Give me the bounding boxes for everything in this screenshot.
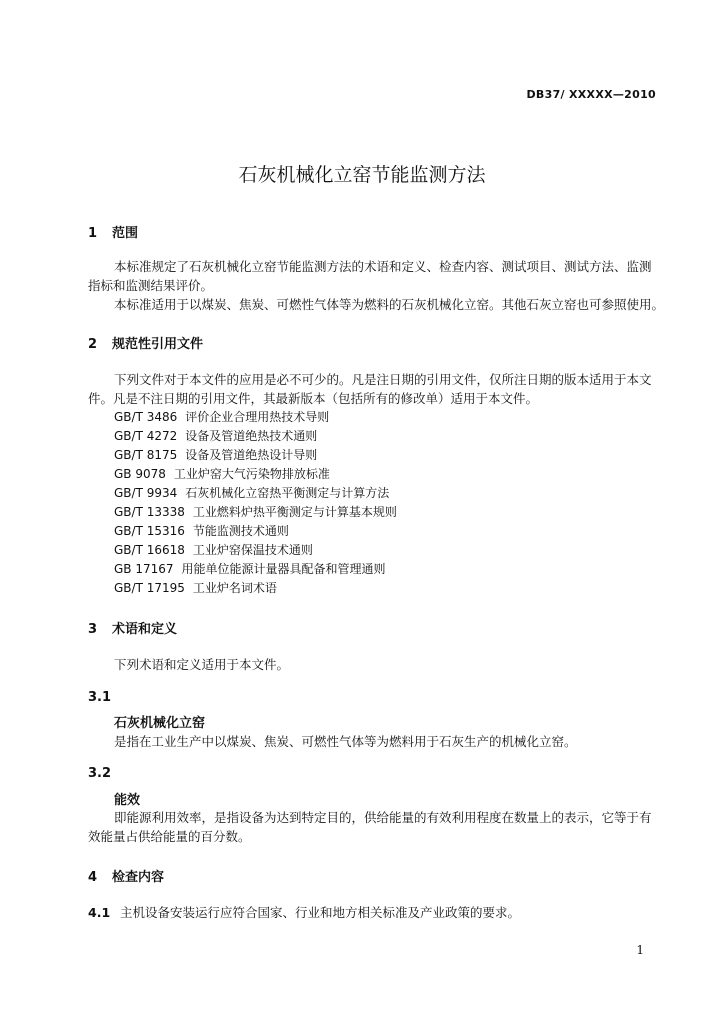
section-title: 术语和定义: [112, 622, 178, 637]
paragraph-line: 下列文件对于本文件的应用是必不可少的。凡是注日期的引用文件，仅所注日期的版本适用于本文: [114, 372, 652, 387]
section-1-heading: [88, 222, 138, 241]
reference-item: [114, 465, 330, 484]
reference-item: [114, 484, 389, 503]
section-title: 检查内容: [112, 870, 165, 885]
document-title: 石灰机械化立窑节能监测方法: [238, 164, 486, 186]
reference-item: [114, 446, 317, 465]
reference-item: [114, 408, 329, 427]
reference-title: 节能监测技术通则: [192, 524, 289, 538]
paragraph: 本标准适用于以煤炭、焦炭、可燃性气体等为燃料的石灰机械化立窑。其他石灰立窑也可参照使用。: [114, 297, 665, 312]
reference-code: GB/T 4272: [114, 429, 178, 443]
reference-code: GB 9078: [114, 467, 166, 481]
clause-text: 主机设备安装运行应符合国家、行业和地方相关标准及产业政策的要求。: [120, 905, 521, 920]
section-title: 范围: [112, 226, 139, 241]
reference-title: 设备及管道绝热设计导则: [185, 448, 318, 462]
reference-code: GB 17167: [114, 562, 174, 576]
section-4-heading: [88, 866, 164, 885]
reference-item: [114, 541, 313, 560]
reference-item: [114, 560, 386, 579]
reference-title: 评价企业合理用热技术导则: [185, 410, 330, 424]
section-number: 4: [88, 870, 98, 885]
reference-code: GB/T 15316: [114, 524, 185, 538]
reference-title: 设备及管道绝热技术通则: [185, 429, 318, 443]
clause-4-1: [88, 903, 520, 922]
section-number: 1: [88, 226, 98, 241]
reference-code: GB/T 16618: [114, 543, 185, 557]
reference-title: 工业燃料炉热平衡测定与计算基本规则: [192, 505, 397, 519]
reference-code: GB/T 17195: [114, 581, 185, 595]
section-2-heading: [88, 333, 203, 352]
reference-item: [114, 427, 317, 446]
page-number: 1: [636, 943, 644, 957]
term-name: 石灰机械化立窑: [114, 716, 206, 731]
term-name: 能效: [114, 793, 141, 808]
reference-title: 工业炉名词术语: [192, 581, 277, 595]
reference-title: 石灰机械化立窑热平衡测定与计算方法: [185, 486, 390, 500]
section-title: 规范性引用文件: [112, 337, 204, 352]
clause-number: 3.1: [88, 690, 112, 705]
reference-item: [114, 503, 397, 522]
standard-code: DB37/ XXXXX—2010: [526, 88, 656, 101]
clause-number: 3.2: [88, 766, 112, 781]
reference-item: [114, 579, 277, 598]
clause-number: 4.1: [88, 905, 111, 920]
paragraph-line: 指标和监测结果评价。: [88, 278, 214, 293]
term-definition-line: 效能量占供给能量的百分数。: [88, 829, 251, 844]
reference-title: 工业炉窑保温技术通则: [192, 543, 313, 557]
reference-title: 用能单位能源计量器具配备和管理通则: [181, 562, 386, 576]
section-3-heading: [88, 618, 177, 637]
reference-code: GB/T 3486: [114, 410, 178, 424]
reference-title: 工业炉窑大气污染物排放标准: [173, 467, 330, 481]
paragraph: 下列术语和定义适用于本文件。: [114, 657, 290, 672]
reference-item: [114, 522, 289, 541]
reference-code: GB/T 13338: [114, 505, 185, 519]
section-number: 3: [88, 622, 98, 637]
reference-code: GB/T 9934: [114, 486, 178, 500]
term-definition: 是指在工业生产中以煤炭、焦炭、可燃性气体等为燃料用于石灰生产的机械化立窑。: [114, 734, 577, 749]
reference-code: GB/T 8175: [114, 448, 178, 462]
term-definition-line: 即能源利用效率，是指设备为达到特定目的，供给能量的有效利用程度在数量上的表示，它等于有: [114, 810, 652, 825]
paragraph-line: 本标准规定了石灰机械化立窑节能监测方法的术语和定义、检查内容、测试项目、测试方法、监测: [114, 259, 652, 274]
section-number: 2: [88, 337, 98, 352]
paragraph-line: 件。凡是不注日期的引用文件，其最新版本（包括所有的修改单）适用于本文件。: [88, 391, 539, 406]
